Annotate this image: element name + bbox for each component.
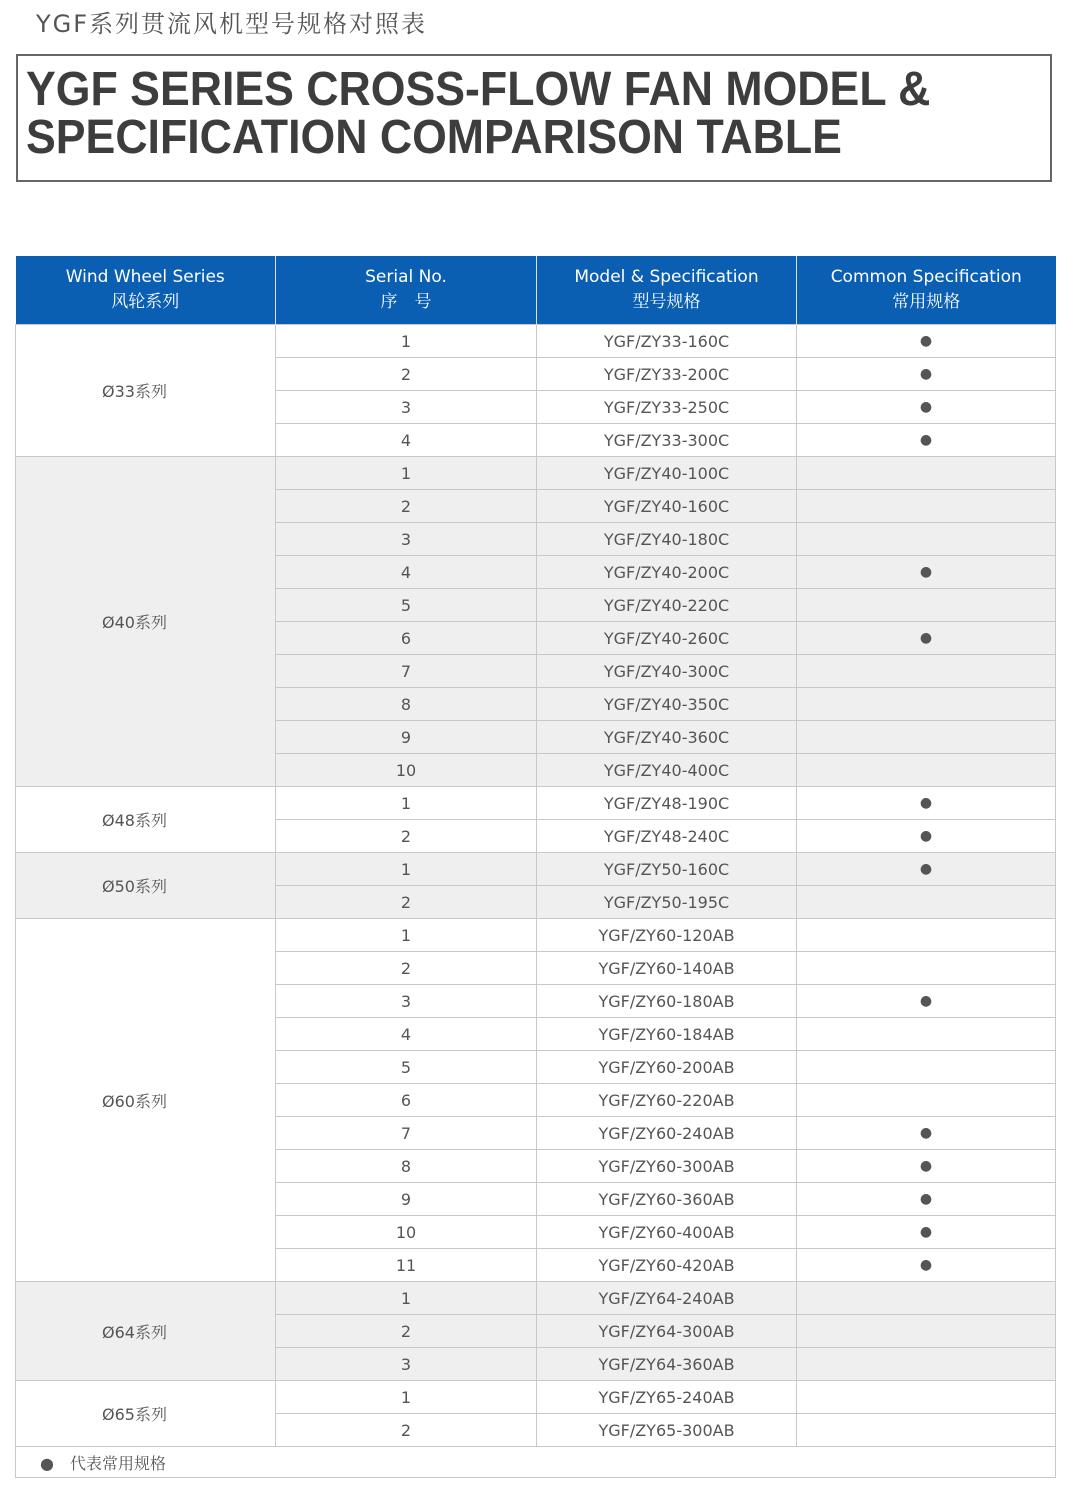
model-cell: YGF/ZY60-220AB xyxy=(537,1084,797,1117)
serial-cell: 7 xyxy=(276,1117,537,1150)
model-cell: YGF/ZY40-100C xyxy=(537,457,797,490)
column-header-common xyxy=(797,256,1056,325)
common-spec-cell xyxy=(797,754,1056,787)
model-cell: YGF/ZY48-240C xyxy=(537,820,797,853)
serial-cell: 7 xyxy=(276,655,537,688)
common-spec-cell: ● xyxy=(797,1117,1056,1150)
model-cell: YGF/ZY40-400C xyxy=(537,754,797,787)
common-spec-cell xyxy=(797,1051,1056,1084)
model-cell: YGF/ZY65-300AB xyxy=(537,1414,797,1447)
serial-cell: 1 xyxy=(276,1381,537,1414)
model-cell: YGF/ZY40-180C xyxy=(537,523,797,556)
column-header-model xyxy=(537,256,797,325)
model-cell: YGF/ZY40-160C xyxy=(537,490,797,523)
common-spec-cell xyxy=(797,655,1056,688)
table-row xyxy=(16,457,1056,490)
common-spec-cell: ● xyxy=(797,358,1056,391)
common-spec-cell: ● xyxy=(797,820,1056,853)
common-spec-cell xyxy=(797,1084,1056,1117)
common-spec-cell xyxy=(797,919,1056,952)
common-spec-cell xyxy=(797,589,1056,622)
serial-cell: 2 xyxy=(276,1414,537,1447)
series-cell: Ø60系列 xyxy=(16,919,276,1282)
common-spec-cell: ● xyxy=(797,424,1056,457)
model-cell: YGF/ZY64-300AB xyxy=(537,1315,797,1348)
common-spec-cell xyxy=(797,721,1056,754)
model-cell: YGF/ZY64-240AB xyxy=(537,1282,797,1315)
serial-cell: 4 xyxy=(276,556,537,589)
model-cell: YGF/ZY60-180AB xyxy=(537,985,797,1018)
spec-table xyxy=(15,256,1056,1478)
model-cell: YGF/ZY60-360AB xyxy=(537,1183,797,1216)
series-cell: Ø65系列 xyxy=(16,1381,276,1447)
series-cell: Ø40系列 xyxy=(16,457,276,787)
serial-cell: 5 xyxy=(276,1051,537,1084)
common-spec-cell: ● xyxy=(797,391,1056,424)
serial-cell: 1 xyxy=(276,325,537,358)
model-cell: YGF/ZY40-300C xyxy=(537,655,797,688)
serial-cell: 10 xyxy=(276,1216,537,1249)
serial-cell: 6 xyxy=(276,1084,537,1117)
model-cell: YGF/ZY60-200AB xyxy=(537,1051,797,1084)
column-header-en: Model & Specification xyxy=(574,267,759,287)
serial-cell: 1 xyxy=(276,919,537,952)
table-row xyxy=(16,325,1056,358)
serial-cell: 6 xyxy=(276,622,537,655)
page-title-line1: YGF SERIES CROSS-FLOW FAN MODEL & xyxy=(26,63,931,116)
common-spec-cell xyxy=(797,1348,1056,1381)
common-spec-cell: ● xyxy=(797,985,1056,1018)
series-cell: Ø64系列 xyxy=(16,1282,276,1381)
column-header-cn: 序 号 xyxy=(380,292,432,312)
column-header-series xyxy=(16,256,276,325)
serial-cell: 8 xyxy=(276,1150,537,1183)
common-spec-cell xyxy=(797,1282,1056,1315)
table-body xyxy=(16,325,1056,1478)
serial-cell: 1 xyxy=(276,1282,537,1315)
serial-cell: 2 xyxy=(276,358,537,391)
series-cell: Ø33系列 xyxy=(16,325,276,457)
model-cell: YGF/ZY50-160C xyxy=(537,853,797,886)
model-cell: YGF/ZY33-250C xyxy=(537,391,797,424)
model-cell: YGF/ZY60-184AB xyxy=(537,1018,797,1051)
common-spec-cell: ● xyxy=(797,853,1056,886)
serial-cell: 2 xyxy=(276,820,537,853)
model-cell: YGF/ZY60-420AB xyxy=(537,1249,797,1282)
model-cell: YGF/ZY60-120AB xyxy=(537,919,797,952)
serial-cell: 3 xyxy=(276,985,537,1018)
common-spec-cell xyxy=(797,1414,1056,1447)
common-spec-cell: ● xyxy=(797,1249,1056,1282)
common-spec-cell xyxy=(797,1018,1056,1051)
model-cell: YGF/ZY33-200C xyxy=(537,358,797,391)
model-cell: YGF/ZY33-300C xyxy=(537,424,797,457)
serial-cell: 1 xyxy=(276,787,537,820)
serial-cell: 1 xyxy=(276,853,537,886)
serial-cell: 3 xyxy=(276,1348,537,1381)
serial-cell: 2 xyxy=(276,490,537,523)
common-spec-cell xyxy=(797,490,1056,523)
common-spec-cell xyxy=(797,523,1056,556)
model-cell: YGF/ZY60-300AB xyxy=(537,1150,797,1183)
model-cell: YGF/ZY48-190C xyxy=(537,787,797,820)
common-spec-cell: ● xyxy=(797,325,1056,358)
model-cell: YGF/ZY40-360C xyxy=(537,721,797,754)
table-row xyxy=(16,787,1056,820)
serial-cell: 2 xyxy=(276,952,537,985)
serial-cell: 10 xyxy=(276,754,537,787)
model-cell: YGF/ZY64-360AB xyxy=(537,1348,797,1381)
common-spec-cell xyxy=(797,688,1056,721)
page-subtitle-cn: YGF系列贯流风机型号规格对照表 xyxy=(36,10,428,38)
column-header-cn: 风轮系列 xyxy=(111,292,180,312)
table-row xyxy=(16,1282,1056,1315)
serial-cell: 4 xyxy=(276,1018,537,1051)
model-cell: YGF/ZY65-240AB xyxy=(537,1381,797,1414)
serial-cell: 8 xyxy=(276,688,537,721)
table-row xyxy=(16,1381,1056,1414)
common-spec-cell xyxy=(797,1381,1056,1414)
series-cell: Ø48系列 xyxy=(16,787,276,853)
serial-cell: 2 xyxy=(276,886,537,919)
serial-cell: 1 xyxy=(276,457,537,490)
table-row xyxy=(16,919,1056,952)
column-header-en: Common Specification xyxy=(830,267,1022,287)
common-spec-cell: ● xyxy=(797,1216,1056,1249)
serial-cell: 9 xyxy=(276,1183,537,1216)
column-header-cn: 型号规格 xyxy=(632,292,701,312)
series-cell: Ø50系列 xyxy=(16,853,276,919)
serial-cell: 2 xyxy=(276,1315,537,1348)
page-title xyxy=(26,63,931,164)
common-spec-cell: ● xyxy=(797,1150,1056,1183)
model-cell: YGF/ZY60-400AB xyxy=(537,1216,797,1249)
serial-cell: 11 xyxy=(276,1249,537,1282)
column-header-cn: 常用规格 xyxy=(892,292,961,312)
column-header-serial xyxy=(276,256,537,325)
column-header-en: Wind Wheel Series xyxy=(65,267,225,287)
common-spec-cell xyxy=(797,457,1056,490)
common-spec-cell xyxy=(797,886,1056,919)
table-header-row xyxy=(16,256,1056,325)
serial-cell: 9 xyxy=(276,721,537,754)
model-cell: YGF/ZY40-200C xyxy=(537,556,797,589)
common-spec-cell xyxy=(797,1315,1056,1348)
column-header-en: Serial No. xyxy=(365,267,447,287)
common-spec-cell: ● xyxy=(797,787,1056,820)
common-spec-cell: ● xyxy=(797,556,1056,589)
common-spec-cell xyxy=(797,952,1056,985)
common-spec-cell: ● xyxy=(797,622,1056,655)
model-cell: YGF/ZY60-240AB xyxy=(537,1117,797,1150)
model-cell: YGF/ZY50-195C xyxy=(537,886,797,919)
serial-cell: 3 xyxy=(276,391,537,424)
serial-cell: 3 xyxy=(276,523,537,556)
model-cell: YGF/ZY40-350C xyxy=(537,688,797,721)
model-cell: YGF/ZY60-140AB xyxy=(537,952,797,985)
common-spec-cell: ● xyxy=(797,1183,1056,1216)
model-cell: YGF/ZY40-260C xyxy=(537,622,797,655)
legend-row xyxy=(16,1447,1056,1478)
model-cell: YGF/ZY40-220C xyxy=(537,589,797,622)
serial-cell: 4 xyxy=(276,424,537,457)
serial-cell: 5 xyxy=(276,589,537,622)
title-box xyxy=(16,54,1052,182)
legend-text: ● 代表常用规格 xyxy=(16,1447,1056,1478)
model-cell: YGF/ZY33-160C xyxy=(537,325,797,358)
page-title-line2: SPECIFICATION COMPARISON TABLE xyxy=(26,111,842,164)
table-row xyxy=(16,853,1056,886)
